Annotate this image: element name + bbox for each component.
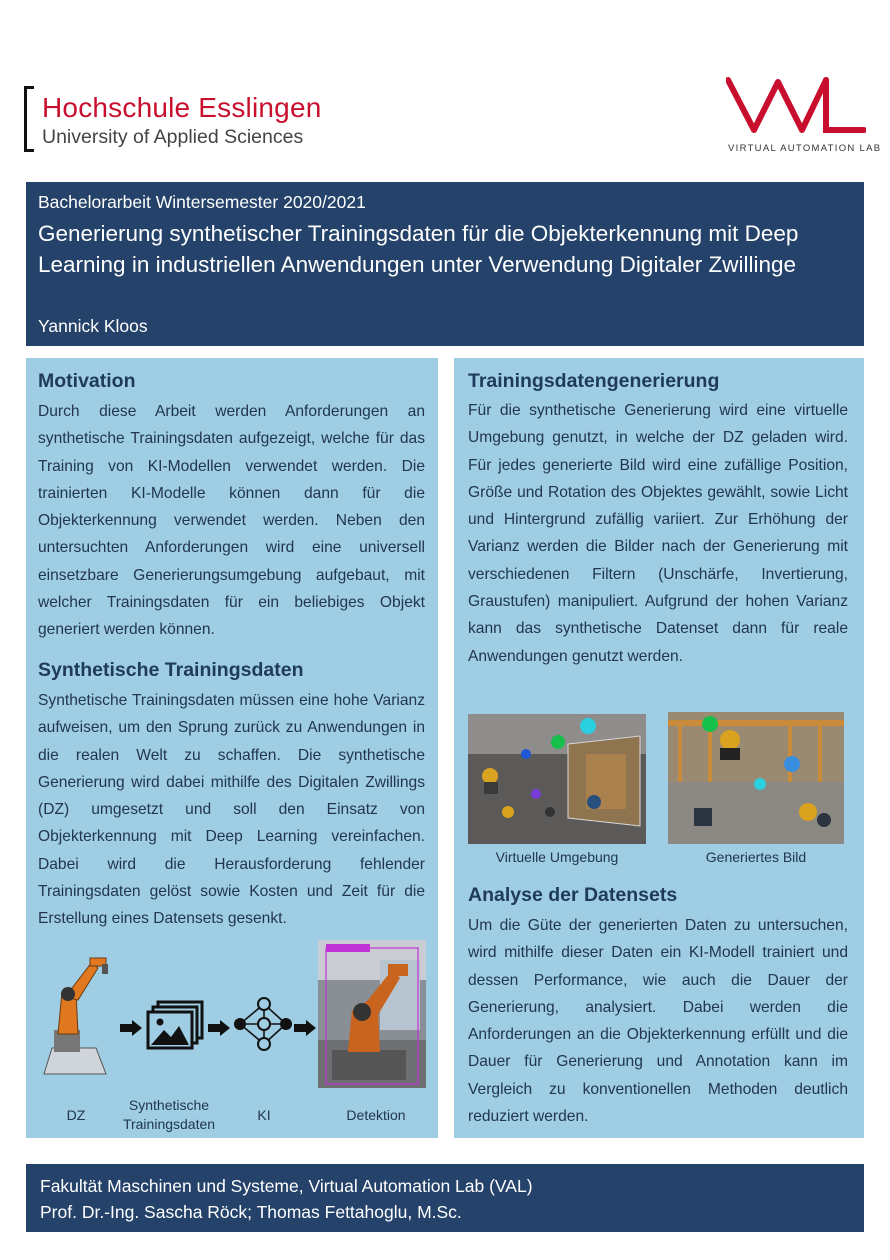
university-name: Hochschule Esslingen [42, 92, 322, 123]
neural-network-icon [232, 996, 294, 1052]
image-stack-icon [146, 1000, 206, 1052]
dz-label: DZ [66, 1107, 86, 1123]
generated-image [668, 712, 844, 844]
val-logo [726, 74, 866, 138]
virtual-environment-caption: Virtuelle Umgebung [495, 849, 619, 865]
lab-name: VIRTUAL AUTOMATION LAB [728, 143, 882, 154]
footer-supervisors: Prof. Dr.-Ing. Sascha Röck; Thomas Fettahoglu, M.Sc. [40, 1202, 462, 1222]
detect-label: Detektion [346, 1107, 406, 1123]
arrow-icon [294, 1020, 316, 1036]
thesis-author: Yannick Kloos [38, 316, 148, 336]
detection-image [318, 940, 426, 1088]
right-panel [454, 358, 864, 1138]
virtual-environment-image [468, 714, 646, 844]
footer-banner [26, 1164, 864, 1232]
robot-arm-image [36, 952, 112, 1084]
left-panel [26, 358, 438, 1138]
analysis-heading: Analyse der Datensets [468, 884, 678, 906]
title-banner [26, 182, 864, 346]
synth-label: Synthetische Trainingsdaten [122, 1097, 216, 1132]
university-subtitle: University of Applied Sciences [42, 126, 304, 148]
footer-faculty: Fakultät Maschinen und Systeme, Virtual Automation Lab (VAL) [40, 1176, 533, 1196]
arrow-icon [208, 1020, 230, 1036]
motivation-text: Durch diese Arbeit werden Anforderungen an synthetische Trainingsdaten aufgezeigt, welche für das Training von KI-Modellen verwendet werden. Die trainierten KI-Modelle können dann für die Objekterkennung verwendet werden. Neben den untersuchten Anforderungen wird eine universell einsetzbare Generierungsumgebung aufgebaut, mit welcher Trainingsdaten für ein beliebiges Objekt generiert werden können. [38, 403, 425, 639]
synth-heading: Synthetische Trainingsdaten [38, 659, 304, 681]
thesis-kicker: Bachelorarbeit Wintersemester 2020/2021 [38, 192, 366, 212]
thesis-title: Generierung synthetischer Trainingsdaten für die Objekterkennung mit Deep Learning in industriellen Anwendungen unter Verwendung Digitaler Zwillinge [38, 221, 799, 277]
generation-text: Für die synthetische Generierung wird eine virtuelle Umgebung genutzt, in welche der DZ geladen wird. Für jedes generierte Bild wird eine zufällige Position, Größe und Rotation des Objektes gewählt, sowie Licht und Hintergrund zufällig variiert. Zur Erhöhung der Varianz werden die Bilder nach der Generierung mit verschiedenen Filtern (Unschärfe, Invertierung, Graustufen) manipuliert. Aufgrund der hohen Varianz kann das synthetische Datenset dann für reale Anwendungen genutzt werden. [468, 402, 848, 665]
analysis-text: Um die Güte der generierten Daten zu untersuchen, wird mithilfe dieser Daten ein KI-Modell trainiert und dessen Performance, wie auch die Dauer der Generierung, analysiert. Dabei werden die Anforderungen an die Objekterkennung erfüllt und die Dauer für Generierung und Annotation kann im Vergleich zu konventionellen Methoden deutlich reduziert werden. [468, 917, 848, 1126]
ki-label: KI [257, 1107, 271, 1123]
generated-image-caption: Generiertes Bild [705, 849, 807, 865]
arrow-icon [120, 1020, 142, 1036]
generation-heading: Trainingsdatengenerierung [468, 370, 720, 392]
synth-text: Synthetische Trainingsdaten müssen eine hohe Varianz aufweisen, um den Sprung zurück zu Anwendungen in die realen Welt zu schaffen. Die synthetische Generierung wird dabei mithilfe des Digitalen Zwillings (DZ) umgesetzt und soll den Einsatz von Objekterkennung mit Deep Learning vereinfachen. Dabei wird die Herausforderung fehlender Trainingsdaten gelöst sowie Kosten und Zeit für die Erstellung eines Datensets gesenkt. [38, 692, 425, 928]
university-logo-bracket [24, 86, 34, 152]
motivation-heading: Motivation [38, 370, 136, 392]
